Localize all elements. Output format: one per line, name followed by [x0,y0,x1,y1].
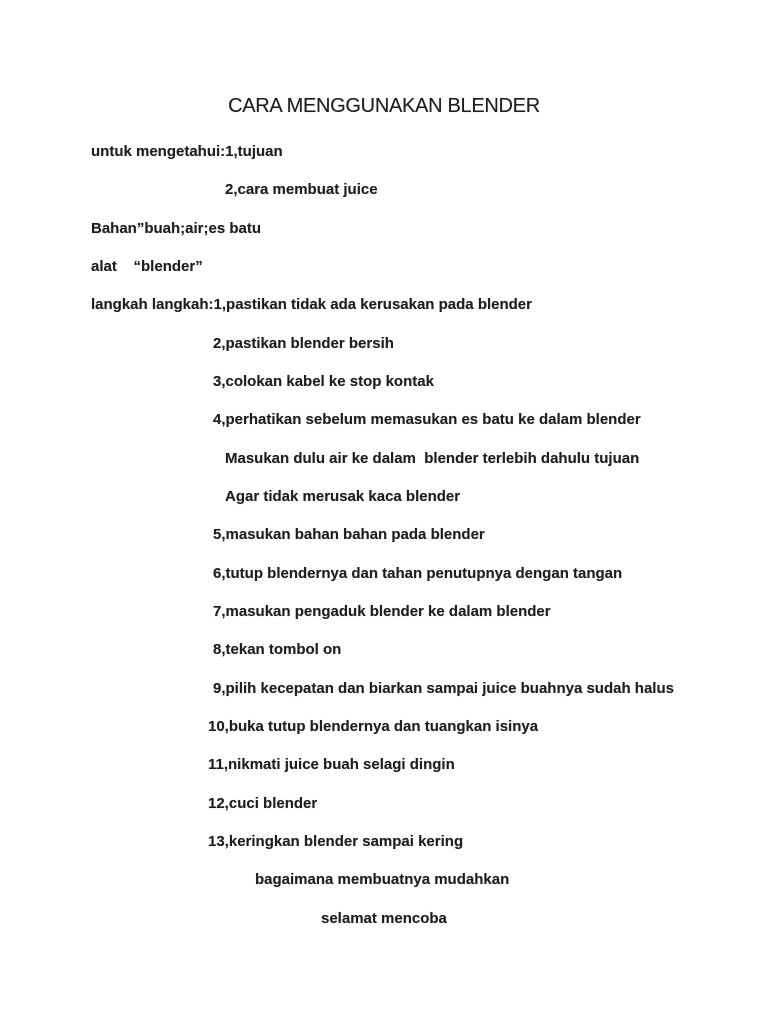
line-step-11: 11,nikmati juice buah selagi dingin [208,756,455,773]
line-note-masukan-air: Masukan dulu air ke dalam blender terlebih dahulu tujuan [225,450,640,467]
line-step-3: 3,colokan kabel ke stop kontak [213,373,434,390]
line-selamat-mencoba: selamat mencoba [321,910,447,927]
line-step-9: 9,pilih kecepatan dan biarkan sampai juice buahnya sudah halus [213,680,674,697]
line-step-6: 6,tutup blendernya dan tahan penutupnya dengan tangan [213,565,623,582]
line-step-2: 2,pastikan blender bersih [213,335,394,352]
line-step-13: 13,keringkan blender sampai kering [208,833,464,850]
line-step-5: 5,masukan bahan bahan pada blender [213,526,485,543]
line-bahan: Bahan”buah;air;es batu [91,220,262,237]
line-tujuan-2-cara-membuat-juice: 2,cara membuat juice [225,181,378,198]
document-title: CARA MENGGUNAKAN BLENDER [228,95,540,117]
line-step-4: 4,perhatikan sebelum memasukan es batu ke dalam blender [213,411,641,428]
line-step-7: 7,masukan pengaduk blender ke dalam blender [213,603,551,620]
line-step-12: 12,cuci blender [208,795,318,812]
line-note-agar-tidak-merusak: Agar tidak merusak kaca blender [225,488,461,505]
line-step-10: 10,buka tutup blendernya dan tuangkan isinya [208,718,539,735]
line-langkah-step-1: langkah langkah:1,pastikan tidak ada kerusakan pada blender [91,296,532,313]
line-bagaimana-membuatnya: bagaimana membuatnya mudahkan [255,871,510,888]
line-untuk-mengetahui-tujuan: untuk mengetahui:1,tujuan [91,143,283,160]
line-step-8: 8,tekan tombol on [213,641,342,658]
line-alat-blender: alat “blender” [91,258,203,275]
